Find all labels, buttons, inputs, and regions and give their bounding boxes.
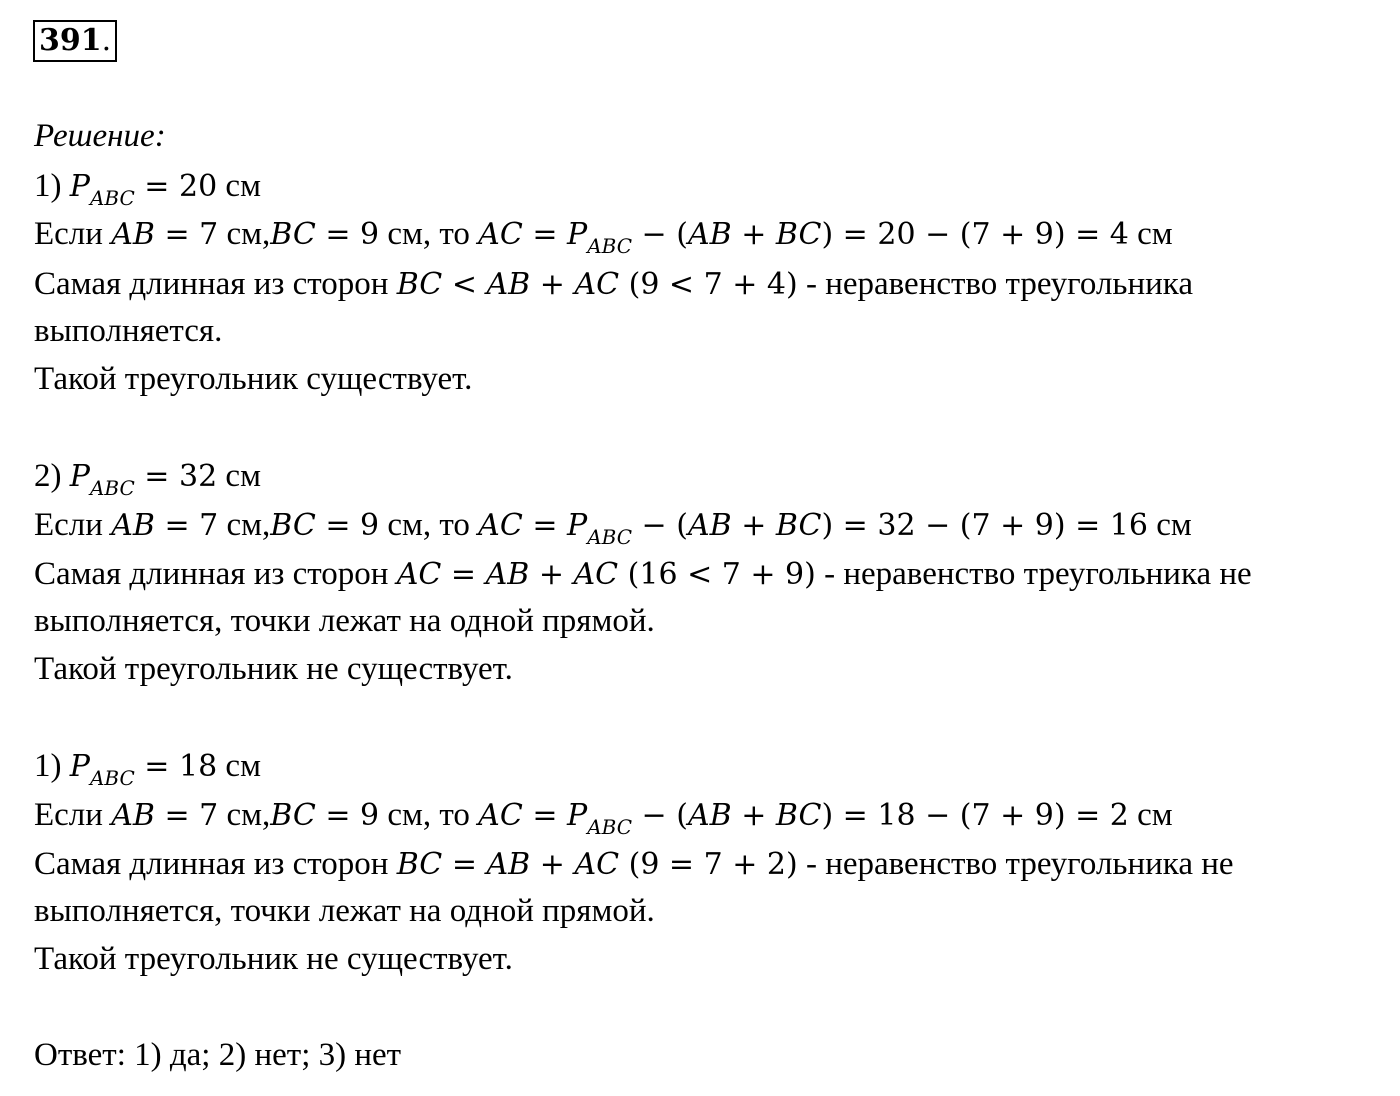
case-2-verdict: выполняется, точки лежат на одной прямой. <box>34 603 655 639</box>
case-2-conclusion: Такой треугольник не существует. <box>34 651 513 687</box>
case-2-head: 2) $P_{ABC} = 32$ см <box>34 458 261 500</box>
solution-heading: Решение: <box>34 118 166 154</box>
answer-line: Ответ: 1) да; 2) нет; 3) нет <box>34 1037 402 1073</box>
case-3-calc: Если AB = 7 см,BC = 9 см, то AC = $P_{ABC} - (AB + BC) = 18 - (7 + 9) = 2$ см <box>34 797 1173 839</box>
problem-number-box <box>33 20 117 62</box>
case-1-conclusion: Такой треугольник существует. <box>34 361 473 397</box>
problem-number: 391 <box>39 23 102 58</box>
case-2-calc: Если AB = 7 см,BC = 9 см, то AC = $P_{ABC} - (AB + BC) = 32 - (7 + 9) = 16$ см <box>34 507 1192 549</box>
case-2-check: Самая длинная из сторон AC = AB + AC (16 < 7 + 9) - неравенство треугольника не <box>34 556 1252 592</box>
case-1-calc: Если AB = 7 см,BC = 9 см, то AC = $P_{ABC} - (AB + BC) = 20 - (7 + 9) = 4$ см <box>34 216 1173 258</box>
case-3-verdict: выполняется, точки лежат на одной прямой. <box>34 893 655 929</box>
case-1-check: Самая длинная из сторон BC < AB + AC (9 < 7 + 4) - неравенство треугольника <box>34 266 1193 302</box>
problem-number-dot: . <box>101 23 112 58</box>
case-3-conclusion: Такой треугольник не существует. <box>34 941 513 977</box>
case-3-check: Самая длинная из сторон BC = AB + AC (9 = 7 + 2) - неравенство треугольника не <box>34 846 1234 882</box>
case-1-verdict: выполняется. <box>34 313 223 349</box>
case-1-head: 1) $P_{ABC} = 20$ см <box>34 168 261 210</box>
case-3-head: 1) $P_{ABC} = 18$ см <box>34 748 261 790</box>
